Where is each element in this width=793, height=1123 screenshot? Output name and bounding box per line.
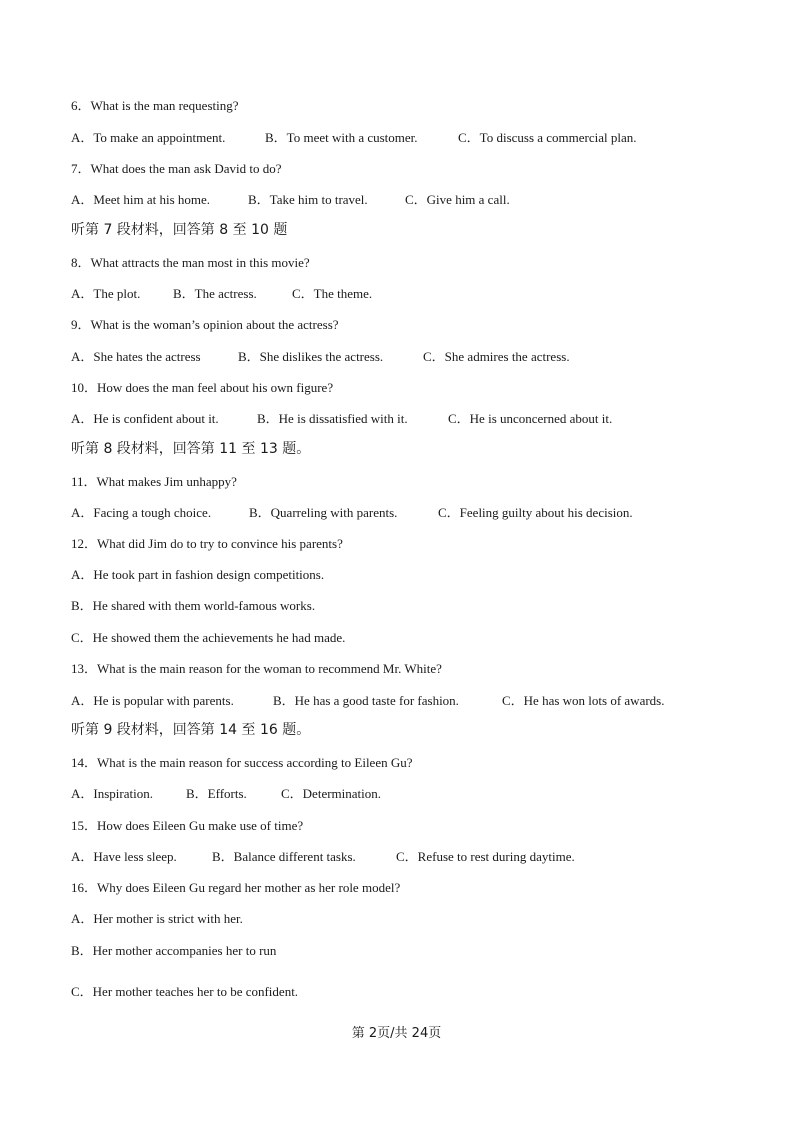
q15-option-b: B．Balance different tasks. [212, 849, 356, 864]
q7-option-b: B．Take him to travel. [248, 192, 368, 207]
q9-option-a: A．She hates the actress [71, 349, 201, 364]
q10-option-a: A．He is confident about it. [71, 411, 219, 426]
question-14-options [71, 786, 381, 802]
question-15-options [71, 849, 575, 865]
question-10-options [71, 411, 612, 427]
q11-option-c: C．Feeling guilty about his decision. [438, 505, 633, 520]
section-heading-8: 听第 8 段材料，回答第 11 至 13 题。 [71, 441, 311, 457]
q14-option-c: C．Determination. [281, 786, 382, 801]
q15-option-a: A．Have less sleep. [71, 849, 177, 864]
q6-option-a: A．To make an appointment. [71, 130, 226, 145]
q8-option-c: C．The theme. [292, 286, 373, 301]
q9-option-b: B．She dislikes the actress. [238, 349, 384, 364]
q7-option-c: C．Give him a call. [405, 192, 510, 207]
page-number-footer: 第 2页/共 24页 [351, 1026, 442, 1041]
question-16-stem: 16．Why does Eileen Gu regard her mother as her role model? [71, 880, 401, 895]
question-13-stem: 13．What is the main reason for the woman to recommend Mr. White? [71, 661, 442, 676]
question-11-options [71, 505, 633, 521]
question-15-stem: 15．How does Eileen Gu make use of time? [71, 818, 304, 833]
q15-option-c: C．Refuse to rest during daytime. [396, 849, 575, 864]
q8-option-b: B．The actress. [173, 286, 257, 301]
question-9-options [71, 349, 570, 365]
q12-option-c: C．He showed them the achievements he had made. [71, 630, 346, 645]
q13-option-b: B．He has a good taste for fashion. [273, 693, 459, 708]
q12-option-a: A．He took part in fashion design competitions. [71, 567, 325, 582]
q10-option-b: B．He is dissatisfied with it. [257, 411, 408, 426]
question-8-stem: 8．What attracts the man most in this movie? [71, 255, 310, 270]
q8-option-a: A．The plot. [71, 286, 141, 301]
q14-option-b: B．Efforts. [186, 786, 247, 801]
section-heading-9: 听第 9 段材料，回答第 14 至 16 题。 [71, 722, 311, 738]
q13-option-a: A．He is popular with parents. [71, 693, 234, 708]
q16-option-a: A．Her mother is strict with her. [71, 911, 243, 926]
question-7-stem: 7．What does the man ask David to do? [71, 161, 282, 176]
q6-option-c: C．To discuss a commercial plan. [458, 130, 637, 145]
q11-option-b: B．Quarreling with parents. [249, 505, 398, 520]
q13-option-c: C．He has won lots of awards. [502, 693, 665, 708]
q6-option-b: B．To meet with a customer. [265, 130, 418, 145]
q16-option-b: B．Her mother accompanies her to run [71, 943, 277, 958]
question-7-options [71, 192, 510, 208]
q9-option-c: C．She admires the actress. [423, 349, 570, 364]
question-8-options [71, 286, 372, 302]
q14-option-a: A．Inspiration. [71, 786, 153, 801]
question-13-options [71, 693, 664, 709]
section-heading-7: 听第 7 段材料，回答第 8 至 10 题 [71, 222, 288, 238]
q7-option-a: A．Meet him at his home. [71, 192, 211, 207]
question-9-stem: 9．What is the woman’s opinion about the actress? [71, 317, 339, 332]
question-10-stem: 10．How does the man feel about his own figure? [71, 380, 334, 395]
question-6-options [71, 130, 637, 146]
q12-option-b: B．He shared with them world-famous works. [71, 598, 316, 613]
q11-option-a: A．Facing a tough choice. [71, 505, 212, 520]
q16-option-c: C．Her mother teaches her to be confident. [71, 984, 299, 999]
question-11-stem: 11．What makes Jim unhappy? [71, 474, 237, 489]
q10-option-c: C．He is unconcerned about it. [448, 411, 613, 426]
question-6-stem: 6．What is the man requesting? [71, 98, 239, 113]
question-14-stem: 14．What is the main reason for success according to Eileen Gu? [71, 755, 413, 770]
question-12-stem: 12．What did Jim do to try to convince his parents? [71, 536, 343, 551]
